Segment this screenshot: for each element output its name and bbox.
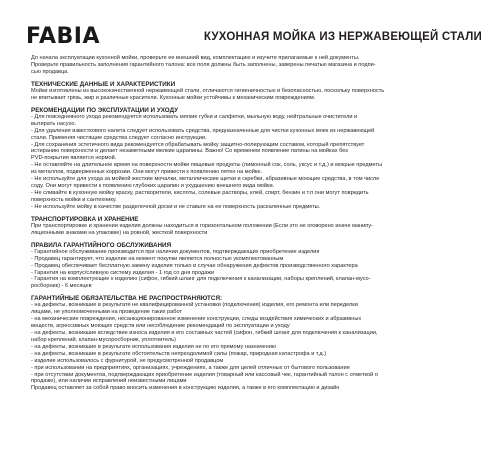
- care-line: - Не используйте мойку в качестве разделочной доски и не ставьте на ее поверхность раскаленные предметы.: [31, 203, 321, 210]
- warranty-rule-line: - Гарантия на корпус/сливную систему изделия - 1 год со дня продажи: [31, 269, 215, 276]
- care-line: - Не используйте для ухода за мойкой жесткие мочалки, металлические щетки и скребки, абразивные моющие средства, в том числе: [31, 176, 380, 183]
- care-line: - Не сливайте в кухонную мойку краску, растворители, кислоты, солевые растворы, клей, спирт, бензин и т.п они могут повредить: [31, 189, 369, 196]
- care-section: [31, 114, 477, 211]
- warranty-exclusion-line: Продавец оставляет за собой право вносить изменения в конструкцию изделия, а также в его комплектацию и дизайн: [31, 385, 340, 392]
- care-line: из металлов, подверженных коррозии. Они могут привести к появлению пятен на мойке.: [31, 169, 263, 176]
- warranty-exclusion-line: - на дефекты, возникшие вследствие износа изделия и его составных частей (сифон, гибкий шланг для подключения к канализации,: [31, 330, 378, 337]
- warranty-rule-line: - Гарантийное обслуживание производится при наличии документов, подтверждающих приобретение изделия: [31, 248, 320, 255]
- intro-line: Проверьте правильность заполнения гарантийного талона: все поля должны быть заполнены, заверены печатью магазина и подпи-: [31, 61, 376, 68]
- warranty-exclusion-line: - изделие использовалось с фурнитурой, не предусмотренной продавцом: [31, 357, 224, 364]
- warranty-rules-section: [31, 249, 477, 290]
- transport-section: [31, 223, 477, 237]
- care-line: - Не оставляйте на длительное время на поверхности мойки пищевые продукты (лимонный сок, соль, уксус и т.д.) и мокрые предметы: [31, 162, 383, 169]
- care-line: стали. Применяя чистящие средства следует согласно инструкции.: [31, 134, 207, 141]
- section-title-care: РЕКОМЕНДАЦИИ ПО ЭКСПЛУАТАЦИИ И УХОДУ: [31, 106, 179, 114]
- section-title-transport: ТРАНСПОРТИРОВКА И ХРАНЕНИЕ: [31, 215, 139, 223]
- warranty-rule-line: - Гарантия на комплектующие к изделию (сифон, гибкий шланг для подключения к канализации, наборы креплений, клапан-мусо-: [31, 276, 371, 283]
- warranty-exclusion-line: веществ, агрессивных моющих средств или несоблюдение рекомендаций по эксплуатации и уходу: [31, 323, 290, 330]
- intro-line: сью продавца.: [31, 68, 69, 75]
- warranty-exclusion-line: набор креплений, клапан-мусоросборник, уплотнитель): [31, 337, 176, 344]
- brand-logo: FABIA: [26, 24, 101, 49]
- section-title-warranty-exclusions: ГАРАНТИЙНЫЕ ОБЯЗАТЕЛЬСТВА НЕ РАСПРОСТРАНЯЮТСЯ:: [31, 295, 223, 303]
- care-line: соду. Они могут привести к появлению глубоких царапин и ухудшению внешнего вида мойки.: [31, 183, 275, 189]
- document-body: [31, 55, 477, 392]
- care-line: истиранию поверхности и делает незаметными мелкие царапины. Важно! Со временем появление патины на мойках без: [31, 148, 348, 155]
- care-line: - Для повседневного ухода рекомендуется использовать мягкие губки и салфетки, мыльную воду, нейтральные очистители и: [31, 113, 358, 120]
- warranty-rule-line: росборник) - 6 месяцев: [31, 283, 92, 290]
- care-line: - Для удаления известкового налета следует использовать средства, предназначенные для чистки кухонных моек из нержавеющей: [31, 127, 375, 134]
- care-line: - Для сохранения эстетичного вида рекомендуется обрабатывать мойку защитно-полирующим составом, который препятствует: [31, 141, 365, 148]
- transport-line: ляционными знаками на упаковке) на ровной, жесткой поверхности: [31, 229, 208, 236]
- intro-paragraph: [31, 55, 477, 76]
- document-header: [26, 24, 482, 50]
- tech-section: [31, 88, 477, 102]
- warranty-exclusion-line: - при использовании на предприятиях, организациях, учреждениях, а также для целей отличных от бытового пользования: [31, 364, 350, 371]
- section-title-warranty-rules: ПРАВИЛА ГАРАНТИЙНОГО ОБСЛУЖИВАНИЯ: [31, 241, 172, 249]
- tech-line: Мойки изготовлены из высококачественной нержавеющей стали, отличаются гигиеничностью и безопасностью, поскольку поверхность: [31, 87, 385, 94]
- tech-line: не впитывает грязь, жир и различные красители. Кухонные мойки устойчивы к механическим повреждениям.: [31, 94, 316, 101]
- care-line: поверхность мойки и сантехнику.: [31, 196, 117, 203]
- transport-line: При транспортировке и хранении изделия должны находиться в горизонтальном положении (Если это не оговорено иначе манипу-: [31, 222, 373, 229]
- intro-line: До начала эксплуатации кухонной мойки, проверьте ее внешний вид, комплектацию и изучите прилагаемые к ней документы.: [31, 55, 360, 61]
- care-line: вытирать насухо.: [31, 120, 77, 127]
- warranty-exclusion-line: - при отсутствии документов, подтверждающих приобретение изделия (товарный или кассовый чек, гарантийный талон с отметкой о: [31, 371, 378, 378]
- warranty-exclusion-line: - на дефекты, возникшие в результате использования изделия не по его прямому назначению: [31, 343, 277, 350]
- warranty-exclusion-line: лицами, не уполномоченными на проведение таких работ: [31, 309, 183, 316]
- warranty-exclusion-line: - на дефекты, возникшие в результате не квалифицированной установки (подключения) изделия, его ремонта или переделки: [31, 302, 358, 309]
- document-title: КУХОННАЯ МОЙКА ИЗ НЕРЖАВЕЮЩЕЙ СТАЛИ: [203, 31, 482, 43]
- warranty-exclusions-section: [31, 302, 477, 392]
- warranty-rule-line: - Продавец гарантирует, что изделие на момент покупки является полностью укомплектованным: [31, 255, 284, 262]
- warranty-rule-line: - Продавец обеспечивает бесплатную замену изделия только в случае обнаружения дефектов производственного характера: [31, 262, 358, 269]
- warranty-exclusion-line: - на дефекты, возникшие в результате обстоятельств непреодолимой силы (пожар, природная катастрофа и т.д.): [31, 350, 327, 357]
- section-title-tech: ТЕХНИЧЕСКИЕ ДАННЫЕ И ХАРАКТЕРИСТИКИ: [31, 80, 176, 88]
- warranty-exclusion-line: продаже), или наличии исправлений неизвестными лицами: [31, 378, 187, 385]
- warranty-exclusion-line: - на механические повреждения, несанкционированное изменение конструкции, следы воздействия химических и абразивных: [31, 316, 362, 323]
- care-line: PVD-покрытия является нормой.: [31, 155, 117, 162]
